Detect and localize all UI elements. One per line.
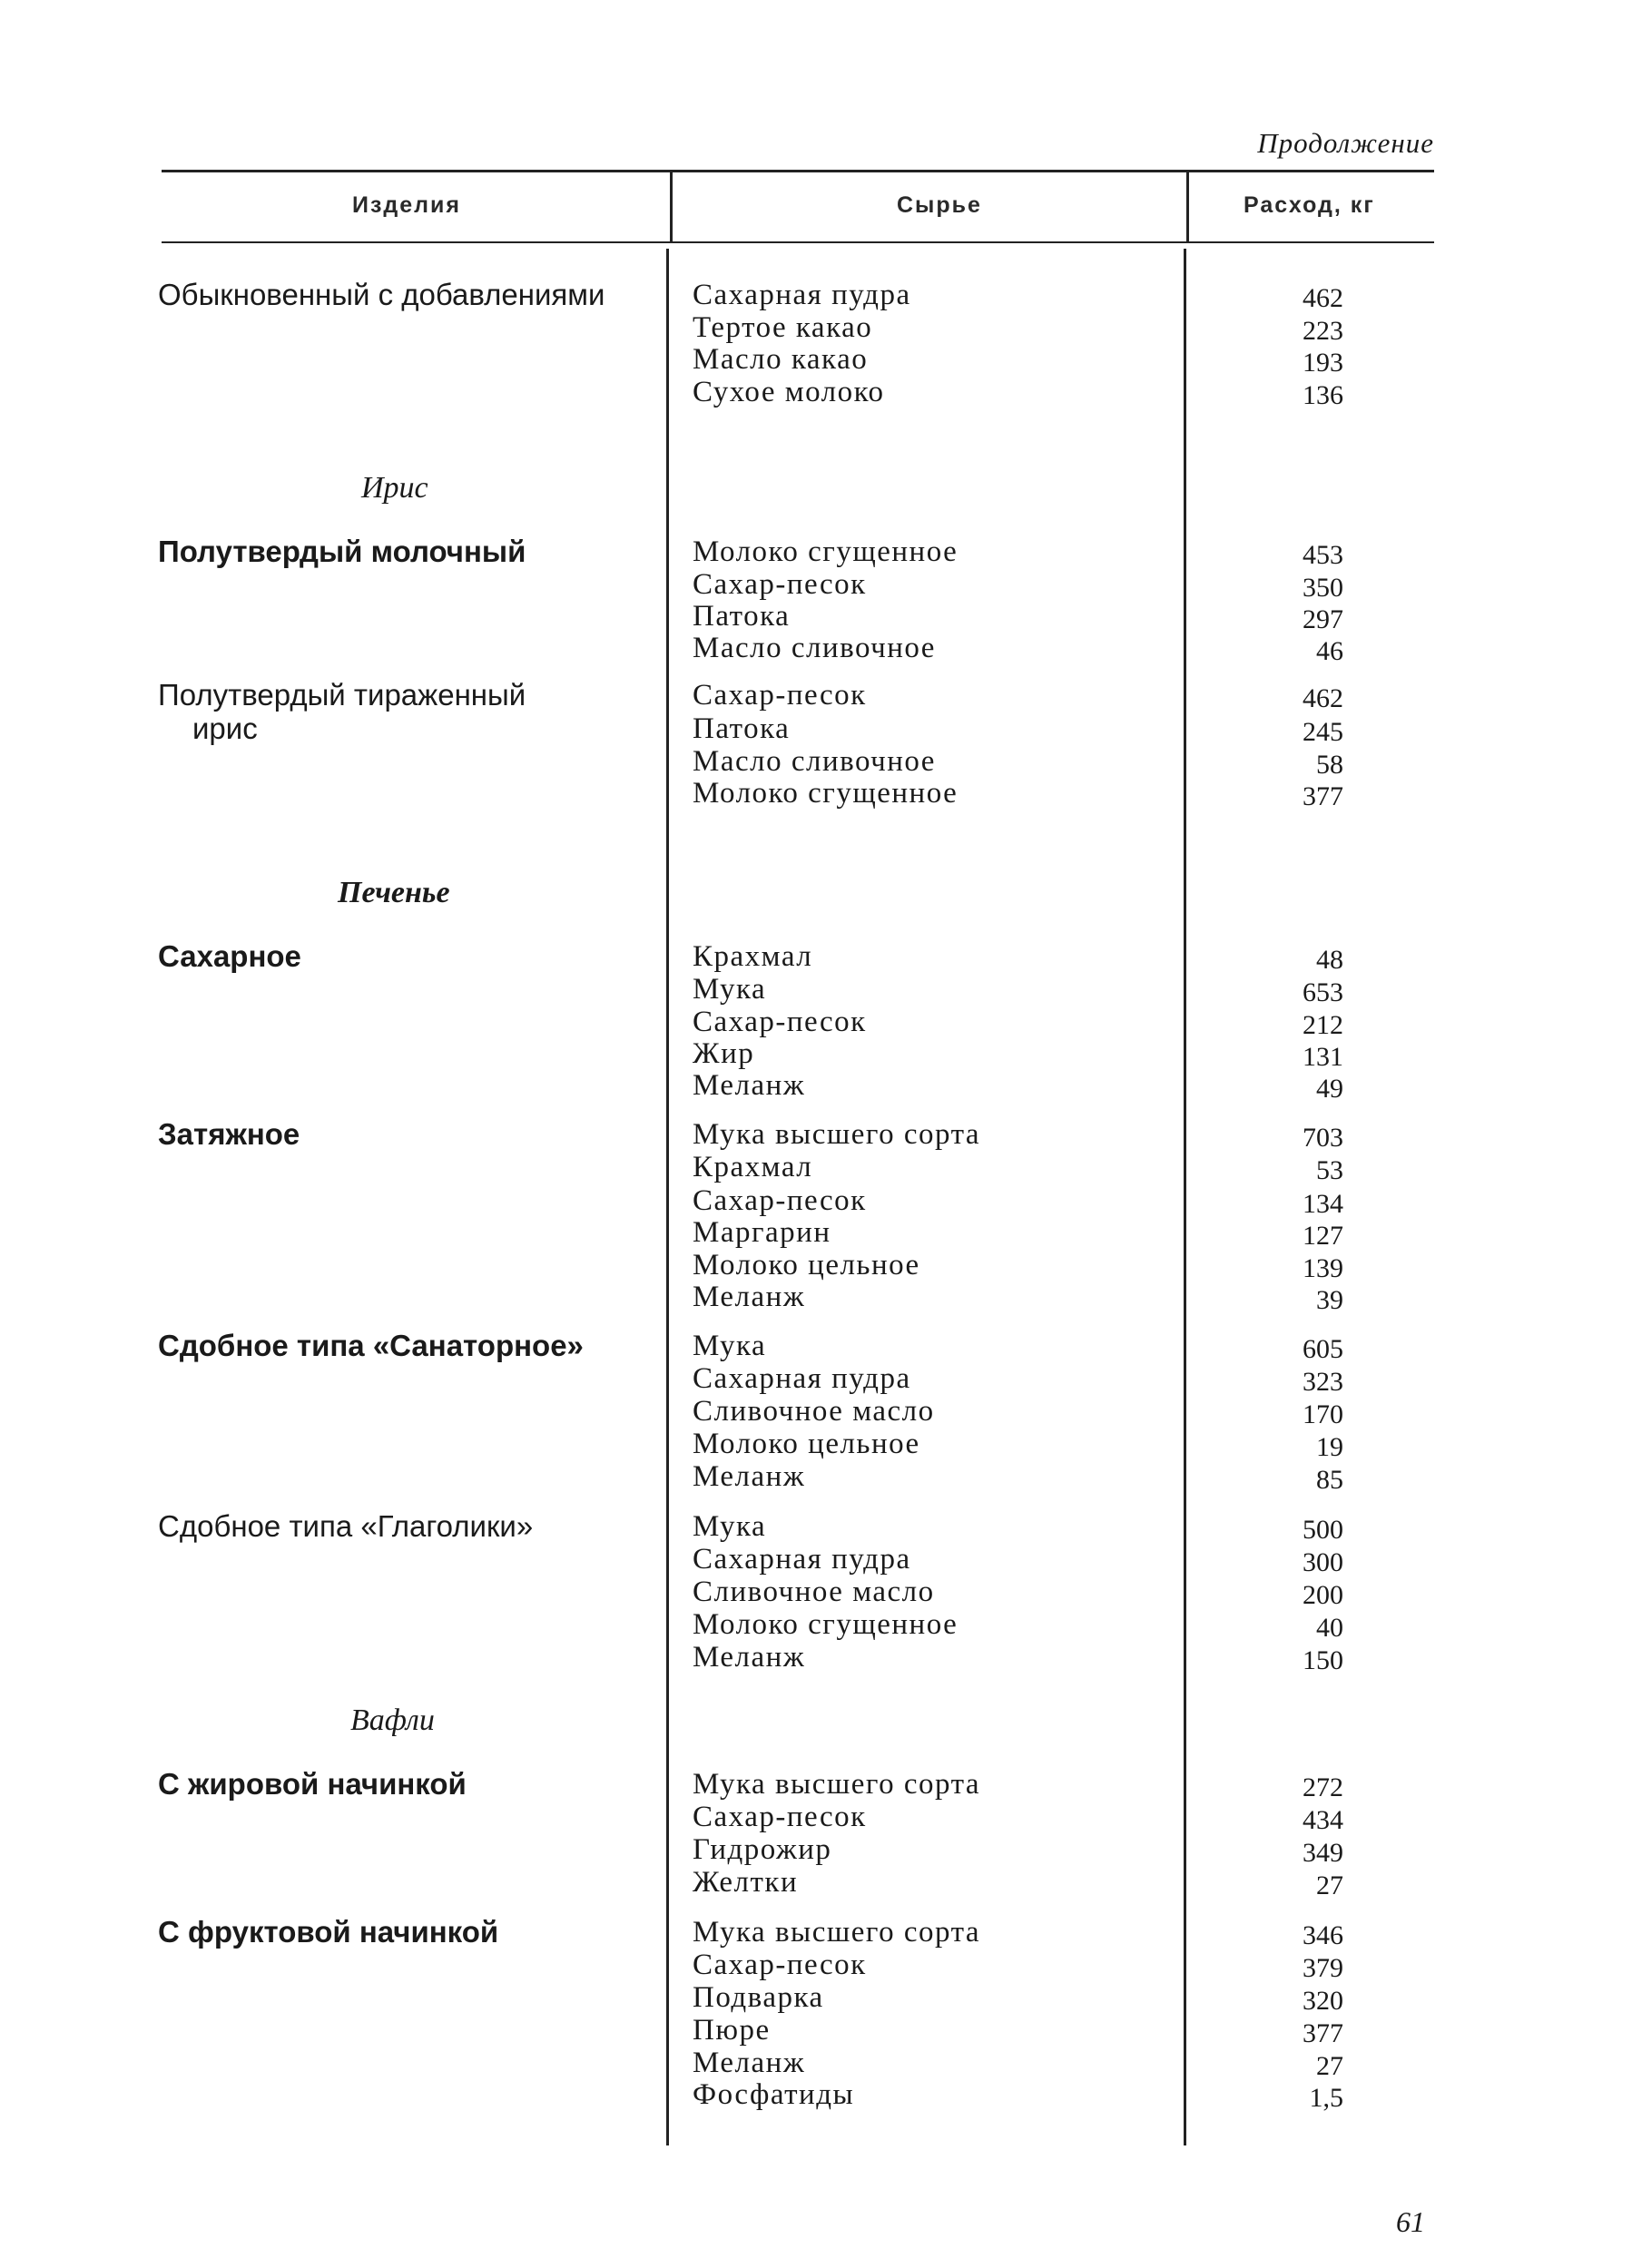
consumption-value: 136 bbox=[1303, 380, 1343, 410]
material-name: Мука bbox=[693, 973, 767, 1006]
table-row bbox=[0, 1866, 1632, 1899]
consumption-value: 462 bbox=[1303, 283, 1343, 313]
consumption-value: 346 bbox=[1303, 1920, 1343, 1950]
material-name: Сахарная пудра bbox=[693, 279, 911, 311]
table-row bbox=[0, 1330, 1632, 1362]
header-product: Изделия bbox=[352, 192, 462, 218]
table-row bbox=[0, 1249, 1632, 1281]
material-name: Молоко сгущенное bbox=[693, 535, 959, 568]
table-row bbox=[0, 1395, 1632, 1428]
material-name: Сухое молоко bbox=[693, 376, 885, 408]
material-name: Меланж bbox=[693, 1460, 806, 1493]
material-name: Гидрожир bbox=[693, 1833, 832, 1866]
section-title: Печенье bbox=[338, 876, 450, 909]
material-name: Тертое какао bbox=[693, 311, 873, 344]
material-name: Мука bbox=[693, 1330, 767, 1362]
table-row bbox=[0, 568, 1632, 601]
consumption-value: 605 bbox=[1303, 1334, 1343, 1364]
consumption-value: 27 bbox=[1316, 1870, 1343, 1900]
consumption-value: 19 bbox=[1316, 1432, 1343, 1462]
material-name: Крахмал bbox=[693, 940, 813, 973]
table-row bbox=[0, 679, 1632, 712]
material-name: Мука высшего сорта bbox=[693, 1118, 981, 1151]
consumption-value: 462 bbox=[1303, 683, 1343, 713]
consumption-value: 170 bbox=[1303, 1399, 1343, 1429]
material-name: Мука высшего сорта bbox=[693, 1916, 981, 1949]
material-name: Жир bbox=[693, 1037, 755, 1070]
consumption-value: 193 bbox=[1303, 348, 1343, 378]
section-row bbox=[0, 472, 1632, 505]
table-row bbox=[0, 745, 1632, 778]
table-row bbox=[0, 940, 1632, 973]
table-row bbox=[0, 1576, 1632, 1608]
consumption-value: 40 bbox=[1316, 1613, 1343, 1643]
consumption-value: 377 bbox=[1303, 2018, 1343, 2048]
table-row bbox=[0, 279, 1632, 311]
table-row bbox=[0, 1460, 1632, 1493]
consumption-value: 39 bbox=[1316, 1285, 1343, 1315]
consumption-value: 703 bbox=[1303, 1123, 1343, 1153]
table-row bbox=[0, 600, 1632, 633]
consumption-value: 223 bbox=[1303, 316, 1343, 346]
product-name: Полутвердый молочный bbox=[158, 535, 526, 568]
consumption-value: 27 bbox=[1316, 2051, 1343, 2081]
consumption-value: 1,5 bbox=[1309, 2083, 1343, 2113]
table-row bbox=[0, 1184, 1632, 1217]
table-row bbox=[0, 1069, 1632, 1102]
material-name: Желтки bbox=[693, 1866, 799, 1899]
table-row bbox=[0, 2078, 1632, 2111]
consumption-value: 49 bbox=[1316, 1074, 1343, 1104]
product-name: Полутвердый тираженный bbox=[158, 678, 526, 712]
consumption-value: 150 bbox=[1303, 1645, 1343, 1675]
product-name: ирис bbox=[192, 712, 258, 745]
material-name: Мука bbox=[693, 1510, 767, 1543]
consumption-value: 139 bbox=[1303, 1253, 1343, 1283]
material-name: Меланж bbox=[693, 2047, 806, 2079]
section-title: Ирис bbox=[361, 471, 428, 505]
consumption-value: 320 bbox=[1303, 1986, 1343, 2016]
consumption-value: 134 bbox=[1303, 1189, 1343, 1219]
table-row bbox=[0, 1543, 1632, 1576]
product-name: Обыкновенный с добавлениями bbox=[158, 278, 605, 311]
material-name: Фосфатиды bbox=[693, 2078, 855, 2111]
material-name: Молоко цельное bbox=[693, 1249, 920, 1281]
product-name: Сахарное bbox=[158, 939, 301, 973]
table-row bbox=[0, 1981, 1632, 2014]
material-name: Пюре bbox=[693, 2014, 771, 2047]
section-row bbox=[0, 877, 1632, 909]
table-row bbox=[0, 1037, 1632, 1070]
section-row bbox=[0, 1704, 1632, 1737]
material-name: Масло сливочное bbox=[693, 745, 936, 778]
material-name: Мука высшего сорта bbox=[693, 1768, 981, 1801]
product-name: Затяжное bbox=[158, 1117, 300, 1151]
table-row bbox=[0, 2047, 1632, 2079]
consumption-value: 48 bbox=[1316, 945, 1343, 975]
consumption-value: 300 bbox=[1303, 1547, 1343, 1577]
consumption-value: 245 bbox=[1303, 717, 1343, 747]
header-material: Сырье bbox=[897, 192, 982, 218]
header-consumption: Расход, кг bbox=[1244, 192, 1375, 218]
material-name: Патока bbox=[693, 712, 791, 745]
consumption-value: 434 bbox=[1303, 1805, 1343, 1835]
consumption-value: 53 bbox=[1316, 1155, 1343, 1185]
consumption-value: 377 bbox=[1303, 781, 1343, 811]
product-name: Сдобное типа «Санаторное» bbox=[158, 1329, 584, 1362]
material-name: Крахмал bbox=[693, 1151, 813, 1183]
material-name: Сливочное масло bbox=[693, 1395, 935, 1428]
table-row bbox=[0, 1006, 1632, 1038]
consumption-value: 379 bbox=[1303, 1953, 1343, 1983]
table-row bbox=[0, 1216, 1632, 1249]
material-name: Сахарная пудра bbox=[693, 1362, 911, 1395]
table-row bbox=[0, 1281, 1632, 1313]
material-name: Меланж bbox=[693, 1281, 806, 1313]
consumption-value: 200 bbox=[1303, 1580, 1343, 1610]
material-name: Сахар-песок bbox=[693, 679, 867, 712]
consumption-value: 58 bbox=[1316, 750, 1343, 780]
material-name: Молоко сгущенное bbox=[693, 1608, 959, 1641]
consumption-value: 85 bbox=[1316, 1465, 1343, 1495]
table-row bbox=[0, 1916, 1632, 1949]
material-name: Патока bbox=[693, 600, 791, 633]
section-title: Вафли bbox=[350, 1703, 435, 1737]
table-row bbox=[0, 535, 1632, 568]
material-name: Маргарин bbox=[693, 1216, 831, 1249]
material-name: Масло какао bbox=[693, 343, 869, 376]
consumption-value: 350 bbox=[1303, 573, 1343, 603]
consumption-value: 323 bbox=[1303, 1367, 1343, 1397]
material-name: Сахар-песок bbox=[693, 1184, 867, 1217]
consumption-value: 453 bbox=[1303, 540, 1343, 570]
consumption-value: 212 bbox=[1303, 1010, 1343, 1040]
table-row bbox=[0, 973, 1632, 1006]
material-name: Сахар-песок bbox=[693, 1006, 867, 1038]
table-row bbox=[0, 712, 1632, 745]
product-name: С жировой начинкой bbox=[158, 1767, 467, 1801]
table-row bbox=[0, 1833, 1632, 1866]
product-name: С фруктовой начинкой bbox=[158, 1915, 499, 1949]
table-row bbox=[0, 1801, 1632, 1833]
table-row bbox=[0, 343, 1632, 376]
material-name: Сахарная пудра bbox=[693, 1543, 911, 1576]
table-row bbox=[0, 1362, 1632, 1395]
table-row bbox=[0, 1641, 1632, 1674]
material-name: Сливочное масло bbox=[693, 1576, 935, 1608]
consumption-value: 297 bbox=[1303, 604, 1343, 634]
material-name: Сахар-песок bbox=[693, 1801, 867, 1833]
table-row bbox=[0, 311, 1632, 344]
consumption-value: 349 bbox=[1303, 1838, 1343, 1868]
material-name: Меланж bbox=[693, 1069, 806, 1102]
table-row bbox=[0, 632, 1632, 664]
page-number: 61 bbox=[1396, 2205, 1425, 2238]
table-row bbox=[0, 2014, 1632, 2047]
material-name: Масло сливочное bbox=[693, 632, 936, 664]
table-row bbox=[0, 1118, 1632, 1151]
table-row bbox=[0, 1510, 1632, 1543]
table-row bbox=[0, 1428, 1632, 1460]
table-row bbox=[0, 777, 1632, 810]
material-name: Меланж bbox=[693, 1641, 806, 1674]
consumption-value: 500 bbox=[1303, 1515, 1343, 1545]
consumption-value: 272 bbox=[1303, 1772, 1343, 1802]
consumption-value: 46 bbox=[1316, 636, 1343, 666]
material-name: Сахар-песок bbox=[693, 568, 867, 601]
table-row bbox=[0, 1608, 1632, 1641]
consumption-value: 131 bbox=[1303, 1042, 1343, 1072]
table-row bbox=[0, 376, 1632, 408]
table-row bbox=[0, 1949, 1632, 1981]
continuation-label: Продолжение bbox=[1257, 127, 1434, 159]
consumption-value: 653 bbox=[1303, 977, 1343, 1007]
product-name: Сдобное типа «Глаголики» bbox=[158, 1509, 534, 1543]
consumption-value: 127 bbox=[1303, 1221, 1343, 1251]
table-row bbox=[0, 1768, 1632, 1801]
table-row bbox=[0, 1151, 1632, 1183]
material-name: Подварка bbox=[693, 1981, 824, 2014]
material-name: Молоко сгущенное bbox=[693, 777, 959, 810]
material-name: Сахар-песок bbox=[693, 1949, 867, 1981]
material-name: Молоко цельное bbox=[693, 1428, 920, 1460]
